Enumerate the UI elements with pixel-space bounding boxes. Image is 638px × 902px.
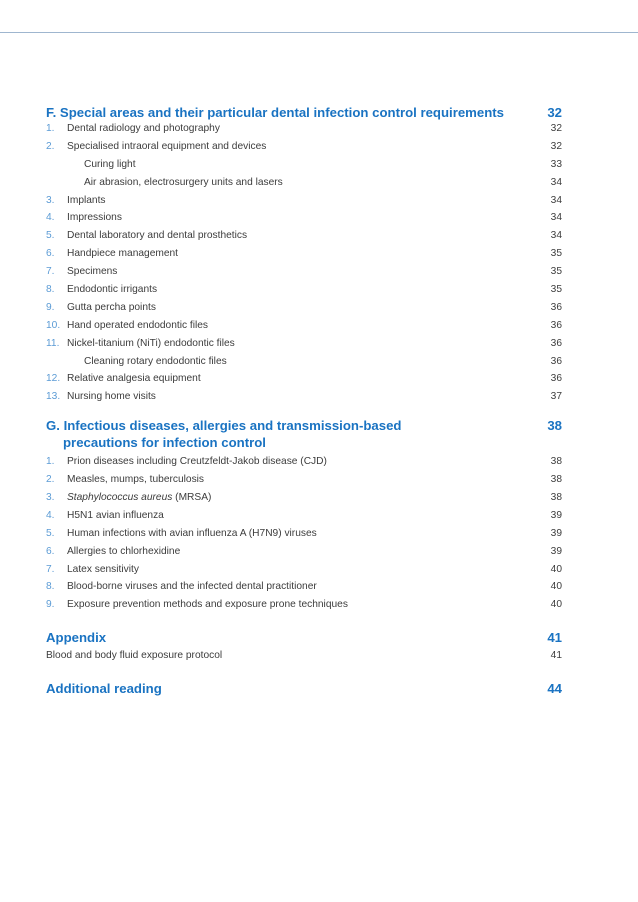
item-page: 33: [550, 158, 562, 170]
toc-row[interactable]: [46, 302, 562, 320]
toc-row[interactable]: [46, 320, 562, 338]
item-page: 40: [550, 599, 562, 611]
item-label: Specialised intraoral equipment and devices: [67, 140, 267, 152]
toc-row[interactable]: [46, 510, 562, 528]
toc-row[interactable]: [46, 284, 562, 302]
toc-row[interactable]: [46, 212, 562, 230]
toc-subrow[interactable]: [46, 159, 562, 177]
item-number: 5.: [46, 527, 55, 539]
item-page: 35: [550, 248, 562, 260]
item-page: 38: [550, 492, 562, 504]
toc-subrow[interactable]: [46, 177, 562, 195]
toc-row[interactable]: [46, 546, 562, 564]
item-number: 4.: [46, 212, 55, 224]
section-g-page: 38: [547, 418, 562, 434]
item-label: Relative analgesia equipment: [67, 373, 201, 385]
item-number: 7.: [46, 563, 55, 575]
toc-row[interactable]: [46, 338, 562, 356]
item-number: 12.: [46, 373, 61, 385]
item-label: Nursing home visits: [67, 391, 156, 403]
item-number: 2.: [46, 474, 55, 486]
item-page: 39: [550, 545, 562, 557]
item-page: 36: [550, 355, 562, 367]
section-f-heading[interactable]: [46, 104, 562, 121]
item-label: Impressions: [67, 212, 122, 224]
additional-reading-heading[interactable]: [46, 680, 562, 697]
appendix-heading[interactable]: [46, 629, 562, 646]
item-label: Prion diseases including Creutzfeldt-Jakob disease (CJD): [67, 456, 327, 468]
section-g-title-line1: G. Infectious diseases, allergies and transmission-based: [46, 418, 402, 434]
toc-row[interactable]: [46, 599, 562, 617]
table-of-contents: [46, 104, 562, 697]
item-label: Latex sensitivity: [67, 563, 139, 575]
toc-row[interactable]: [46, 474, 562, 492]
additional-reading-page: 44: [547, 681, 562, 697]
item-page: 39: [550, 509, 562, 521]
item-page: 34: [550, 212, 562, 224]
toc-row[interactable]: [46, 650, 562, 668]
item-sublabel: Curing light: [84, 158, 136, 170]
item-label: Gutta percha points: [67, 301, 156, 313]
item-number: 10.: [46, 319, 61, 331]
item-number: 13.: [46, 391, 61, 403]
item-number: 8.: [46, 284, 55, 296]
item-page: 40: [550, 581, 562, 593]
toc-row[interactable]: [46, 373, 562, 391]
toc-row[interactable]: [46, 528, 562, 546]
toc-row[interactable]: [46, 581, 562, 599]
item-page: 40: [550, 563, 562, 575]
toc-row[interactable]: [46, 456, 562, 474]
item-number: 5.: [46, 230, 55, 242]
item-label: Implants: [67, 194, 106, 206]
additional-reading-title: Additional reading: [46, 681, 162, 697]
toc-subrow[interactable]: [46, 356, 562, 374]
toc-row[interactable]: [46, 123, 562, 141]
item-label: Specimens: [67, 266, 118, 278]
toc-row[interactable]: [46, 248, 562, 266]
item-number: 3.: [46, 194, 55, 206]
item-label: Allergies to chlorhexidine: [67, 545, 181, 557]
section-g-list: [46, 456, 562, 617]
toc-row[interactable]: [46, 195, 562, 213]
item-page: 34: [550, 194, 562, 206]
item-number: 6.: [46, 248, 55, 260]
item-label: Dental radiology and photography: [67, 123, 220, 134]
item-label: Blood-borne viruses and the infected dental practitioner: [67, 581, 317, 593]
item-page: 32: [550, 140, 562, 152]
appendix-list: [46, 650, 562, 668]
item-number: 8.: [46, 581, 55, 593]
item-number: 1.: [46, 123, 55, 134]
item-label: Hand operated endodontic files: [67, 319, 209, 331]
appendix-title: Appendix: [46, 630, 107, 646]
toc-row[interactable]: [46, 266, 562, 284]
item-label-italic: Staphylococcus aureus: [67, 492, 173, 504]
top-rule: [0, 32, 638, 33]
item-page: 36: [550, 373, 562, 385]
item-label: H5N1 avian influenza: [67, 509, 164, 521]
item-label: Dental laboratory and dental prosthetics: [67, 230, 248, 242]
toc-row[interactable]: [46, 564, 562, 582]
item-page: 41: [550, 650, 562, 662]
item-number: 3.: [46, 492, 55, 504]
item-page: 38: [550, 456, 562, 468]
item-number: 9.: [46, 599, 55, 611]
item-page: 37: [550, 391, 562, 403]
section-f-page: 32: [547, 105, 562, 120]
item-number: 4.: [46, 509, 55, 521]
toc-row[interactable]: [46, 391, 562, 409]
item-label: Endodontic irrigants: [67, 284, 158, 296]
section-g-title-line2: precautions for infection control: [63, 435, 266, 451]
item-number: 7.: [46, 266, 55, 278]
toc-row[interactable]: [46, 492, 562, 510]
item-label: Handpiece management: [67, 248, 179, 260]
item-number: 1.: [46, 456, 55, 468]
item-page: 39: [550, 527, 562, 539]
item-number: 9.: [46, 301, 55, 313]
item-label-rest: (MRSA): [172, 492, 212, 504]
toc-row[interactable]: [46, 141, 562, 159]
item-page: 32: [550, 123, 562, 134]
item-number: 6.: [46, 545, 55, 557]
item-label: Measles, mumps, tuberculosis: [67, 474, 205, 486]
item-sublabel: Air abrasion, electrosurgery units and lasers: [84, 176, 283, 188]
section-g-heading[interactable]: [46, 417, 562, 451]
item-page: 34: [550, 176, 562, 188]
appendix-page: 41: [547, 630, 562, 646]
item-page: 36: [550, 301, 562, 313]
section-f-list: [46, 123, 562, 409]
item-number: 11.: [46, 337, 60, 349]
item-number: 2.: [46, 140, 55, 152]
item-page: 36: [550, 337, 562, 349]
item-page: 34: [550, 230, 562, 242]
item-label: Nickel-titanium (NiTi) endodontic files: [67, 337, 235, 349]
item-label: Blood and body fluid exposure protocol: [46, 650, 223, 662]
item-label: Exposure prevention methods and exposure prone techniques: [67, 599, 348, 611]
item-page: 35: [550, 284, 562, 296]
item-label: Human infections with avian influenza A (H7N9) viruses: [67, 527, 317, 539]
item-page: 35: [550, 266, 562, 278]
section-f-title: F. Special areas and their particular dental infection control requirements: [46, 105, 505, 120]
item-page: 38: [550, 474, 562, 486]
section-g-title: [46, 417, 401, 451]
item-sublabel: Cleaning rotary endodontic files: [84, 355, 227, 367]
toc-row[interactable]: [46, 230, 562, 248]
item-page: 36: [550, 319, 562, 331]
